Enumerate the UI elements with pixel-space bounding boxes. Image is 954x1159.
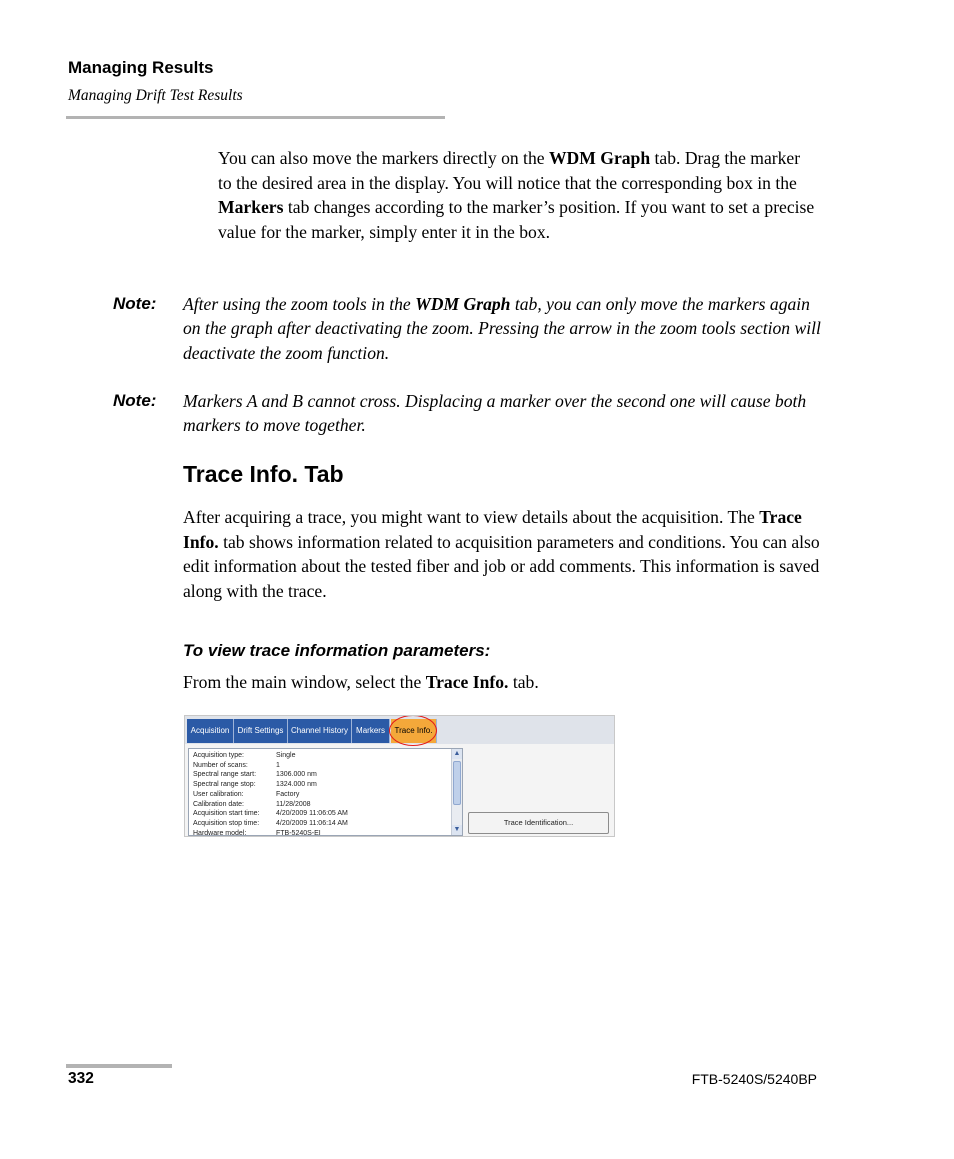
header-rule: [66, 116, 445, 119]
scroll-up-arrow-icon[interactable]: ▲: [453, 750, 461, 757]
intro-paragraph: You can also move the markers directly on the WDM Graph tab. Drag the marker to the desired area in the display. You will notice that the corresponding box in the Markers tab changes according to the marker’s position. If you want to set a precise value for the marker, simply enter it in the box.: [218, 148, 815, 242]
product-name: FTB-5240S/5240BP: [691, 1071, 817, 1087]
procedure-title: To view trace information parameters:: [183, 641, 491, 660]
running-header-subsection: Managing Drift Test Results: [68, 87, 243, 104]
trace-info-list[interactable]: Acquisition type: Single Number of scans: 1 Spectral range start: 1306.000 nm Spectral range stop: 1324.000 nm User calibration: Factory Calibration date: 11/28/2008 Acquisition start time: 4/20/2009 11:06:05 AM Acquisition stop time: 4/20/2009 11:06:14 AM Hardware model: FTB-5240S-EI ▲ ▼: [188, 748, 463, 836]
note-text: Markers A and B cannot cross. Displacing a marker over the second one will cause both markers to move together.: [183, 391, 807, 436]
highlight-circle: [389, 715, 437, 746]
tab-markers[interactable]: Markers: [352, 719, 390, 743]
scrollbar[interactable]: [451, 749, 462, 835]
tab-trace-info[interactable]: Trace Info.: [391, 719, 437, 743]
note-text: After using the zoom tools in the WDM Graph tab, you can only move the markers again on the graph after deactivating the zoom. Pressing the arrow in the zoom tools section will deactivate the zoom function.: [183, 294, 821, 363]
scroll-down-arrow-icon[interactable]: ▼: [453, 826, 461, 833]
note-label: Note:: [113, 294, 157, 313]
section-paragraph: After acquiring a trace, you might want to view details about the acquisition. The Trace Info. tab shows information related to acquisition parameters and conditions. You can also edit information about the tested fiber and job or add comments. This information is saved along with the trace.: [183, 507, 820, 601]
trace-info-screenshot: [184, 715, 615, 837]
tab-drift-settings[interactable]: Drift Settings: [234, 719, 288, 743]
procedure-step: From the main window, select the Trace Info. tab.: [183, 672, 539, 692]
trace-identification-button[interactable]: Trace Identification...: [468, 812, 609, 834]
scroll-thumb[interactable]: [453, 761, 461, 805]
tab-bar: [185, 716, 614, 744]
section-heading: Trace Info. Tab: [183, 461, 344, 487]
footer-rule: [66, 1064, 172, 1068]
tab-channel-history[interactable]: Channel History: [288, 719, 352, 743]
page-number: 332: [68, 1070, 94, 1087]
note-label: Note:: [113, 391, 157, 410]
running-header-section: Managing Results: [68, 58, 214, 77]
tab-acquisition[interactable]: Acquisition: [187, 719, 234, 743]
